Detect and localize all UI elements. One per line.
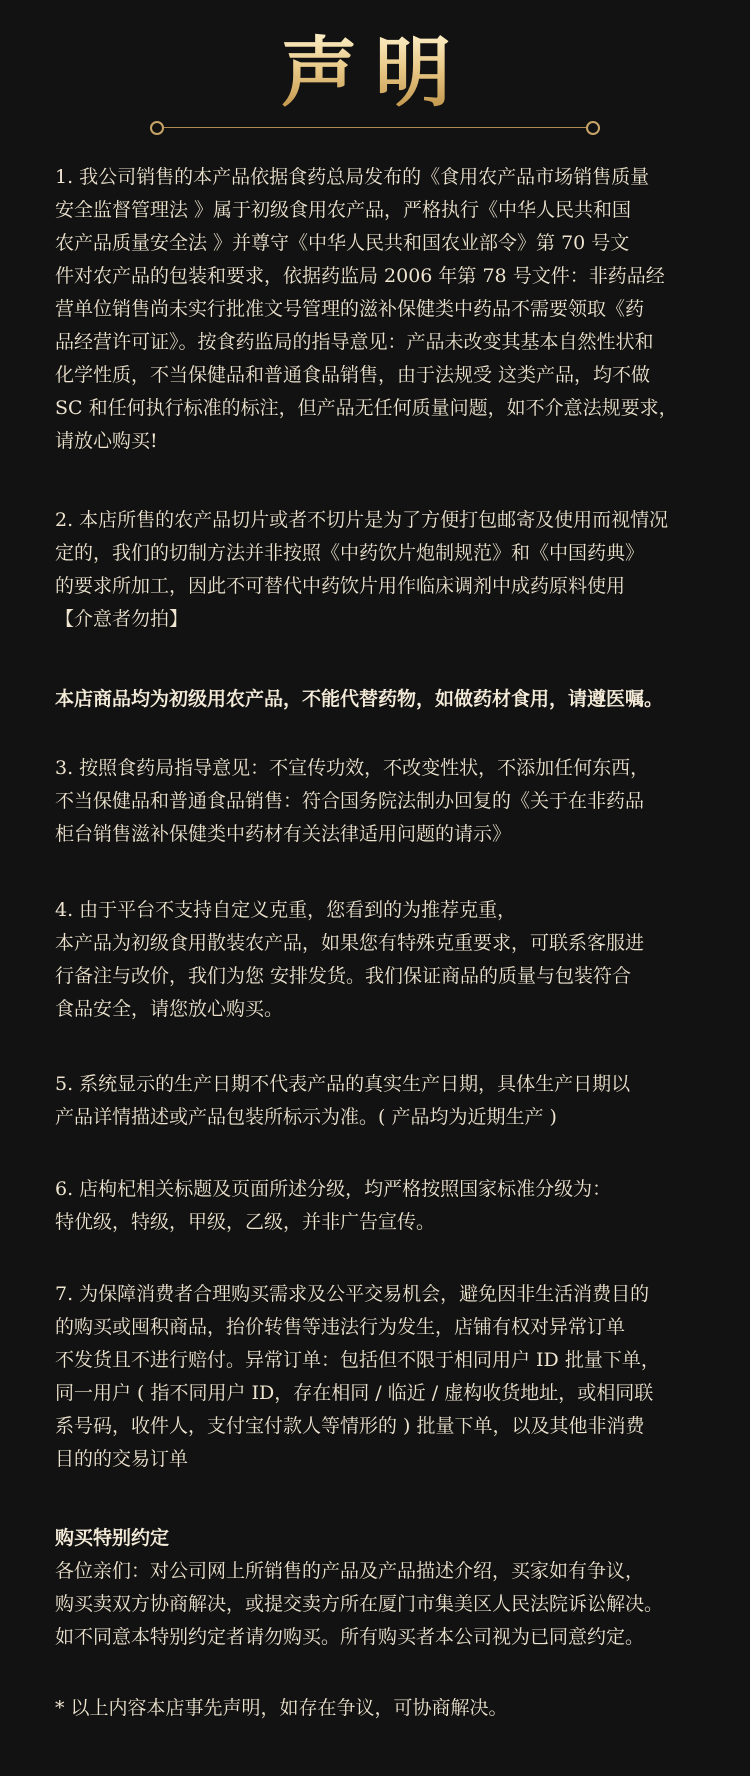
special-agreement-heading: 购买特别约定 xyxy=(55,1527,170,1549)
title-divider xyxy=(150,121,600,135)
clause-4: 4. 由于平台不支持自定义克重，您看到的为推荐克重， 本产品为初级食用散装农产品，如果您有特殊克重要求，可联系客服进 行备注与改价，我们为您 安排发货。我们保证商品的质量与包装符合 食品安全，请您放心购买。 xyxy=(55,899,645,1020)
clause-6: 6. 店枸杞相关标题及页面所述分级，均严格按照国家标准分级为： 特优级，特级，甲级，乙级，并非广告宣传。 xyxy=(55,1178,612,1233)
clause-2: 2. 本店所售的农产品切片或者不切片是为了方便打包邮寄及使用而视情况 定的，我们的切制方法并非按照《中药饮片炮制规范》和《中国药典》 的要求所加工，因此不可替代中药饮片用作临床调剂中成药原料使用 【介意者勿拍】 xyxy=(55,509,669,630)
clause-5: 5. 系统显示的生产日期不代表产品的真实生产日期，具体生产日期以 产品详情描述或产品包装所标示为准。( 产品均为近期生产 ) xyxy=(55,1073,631,1128)
divider-dot-left xyxy=(150,121,164,135)
clause-1: 1. 我公司销售的本产品依据食药总局发布的《食用农产品市场销售质量 安全监督管理法 》属于初级食用农产品，严格执行《中华人民共和国 农产品质量安全法 》并尊守《中华人民共和国农业部令》第 70 号文 件对农产品的包装和要求，依据药监局 2006 年第 78 号文件：非药品经 营单位销售尚未实行批准文号管理的滋补保健类中药品不需要领取《药 品经营许可证》。按食药监局的指导意见：产品未改变其基本自然性状和 化学性质，不当保健品和普通食品销售，由于法规受 这类产品，均不做 SC 和任何执行标准的标注，但产品无任何质量问题，如不介意法规要求， 请放心购买! xyxy=(55,166,678,452)
clause-7: 7. 为保障消费者合理购买需求及公平交易机会，避免因非生活消费目的 的购买或囤积商品，抬价转售等违法行为发生，店铺有权对异常订单 不发货且不进行赔付。异常订单：包括但不限于相同用户 ID 批量下单， 同一用户 ( 指不同用户 ID，存在相同 / 临近 / 虚构收货地址，或相同联 系号码，收件人，支付宝付款人等情形的 ) 批量下单，以及其他非消费 目的的交易订单 xyxy=(55,1283,660,1470)
notice-bold: 本店商品均为初级用农产品，不能代替药物，如做药材食用，请遵医嘱。 xyxy=(55,688,664,710)
footnote: * 以上内容本店事先声明，如存在争议，可协商解决。 xyxy=(55,1697,508,1719)
divider-dot-right xyxy=(586,121,600,135)
special-agreement-body: 各位亲们：对公司网上所销售的产品及产品描述介绍，买家如有争议， 购买卖双方协商解决，或提交卖方所在厦门市集美区人民法院诉讼解决。 如不同意本特别约定者请勿购买。所有购买者本公司视为已同意约定。 xyxy=(55,1560,664,1648)
clause-3: 3. 按照食药局指导意见：不宣传功效，不改变性状，不添加任何东西， 不当保健品和普通食品销售：符合国务院法制办回复的《关于在非药品 柜台销售滋补保健类中药材有关法律适用问题的请示》 xyxy=(55,757,650,845)
page-title: 声明 xyxy=(0,28,750,118)
divider-line xyxy=(162,127,588,128)
